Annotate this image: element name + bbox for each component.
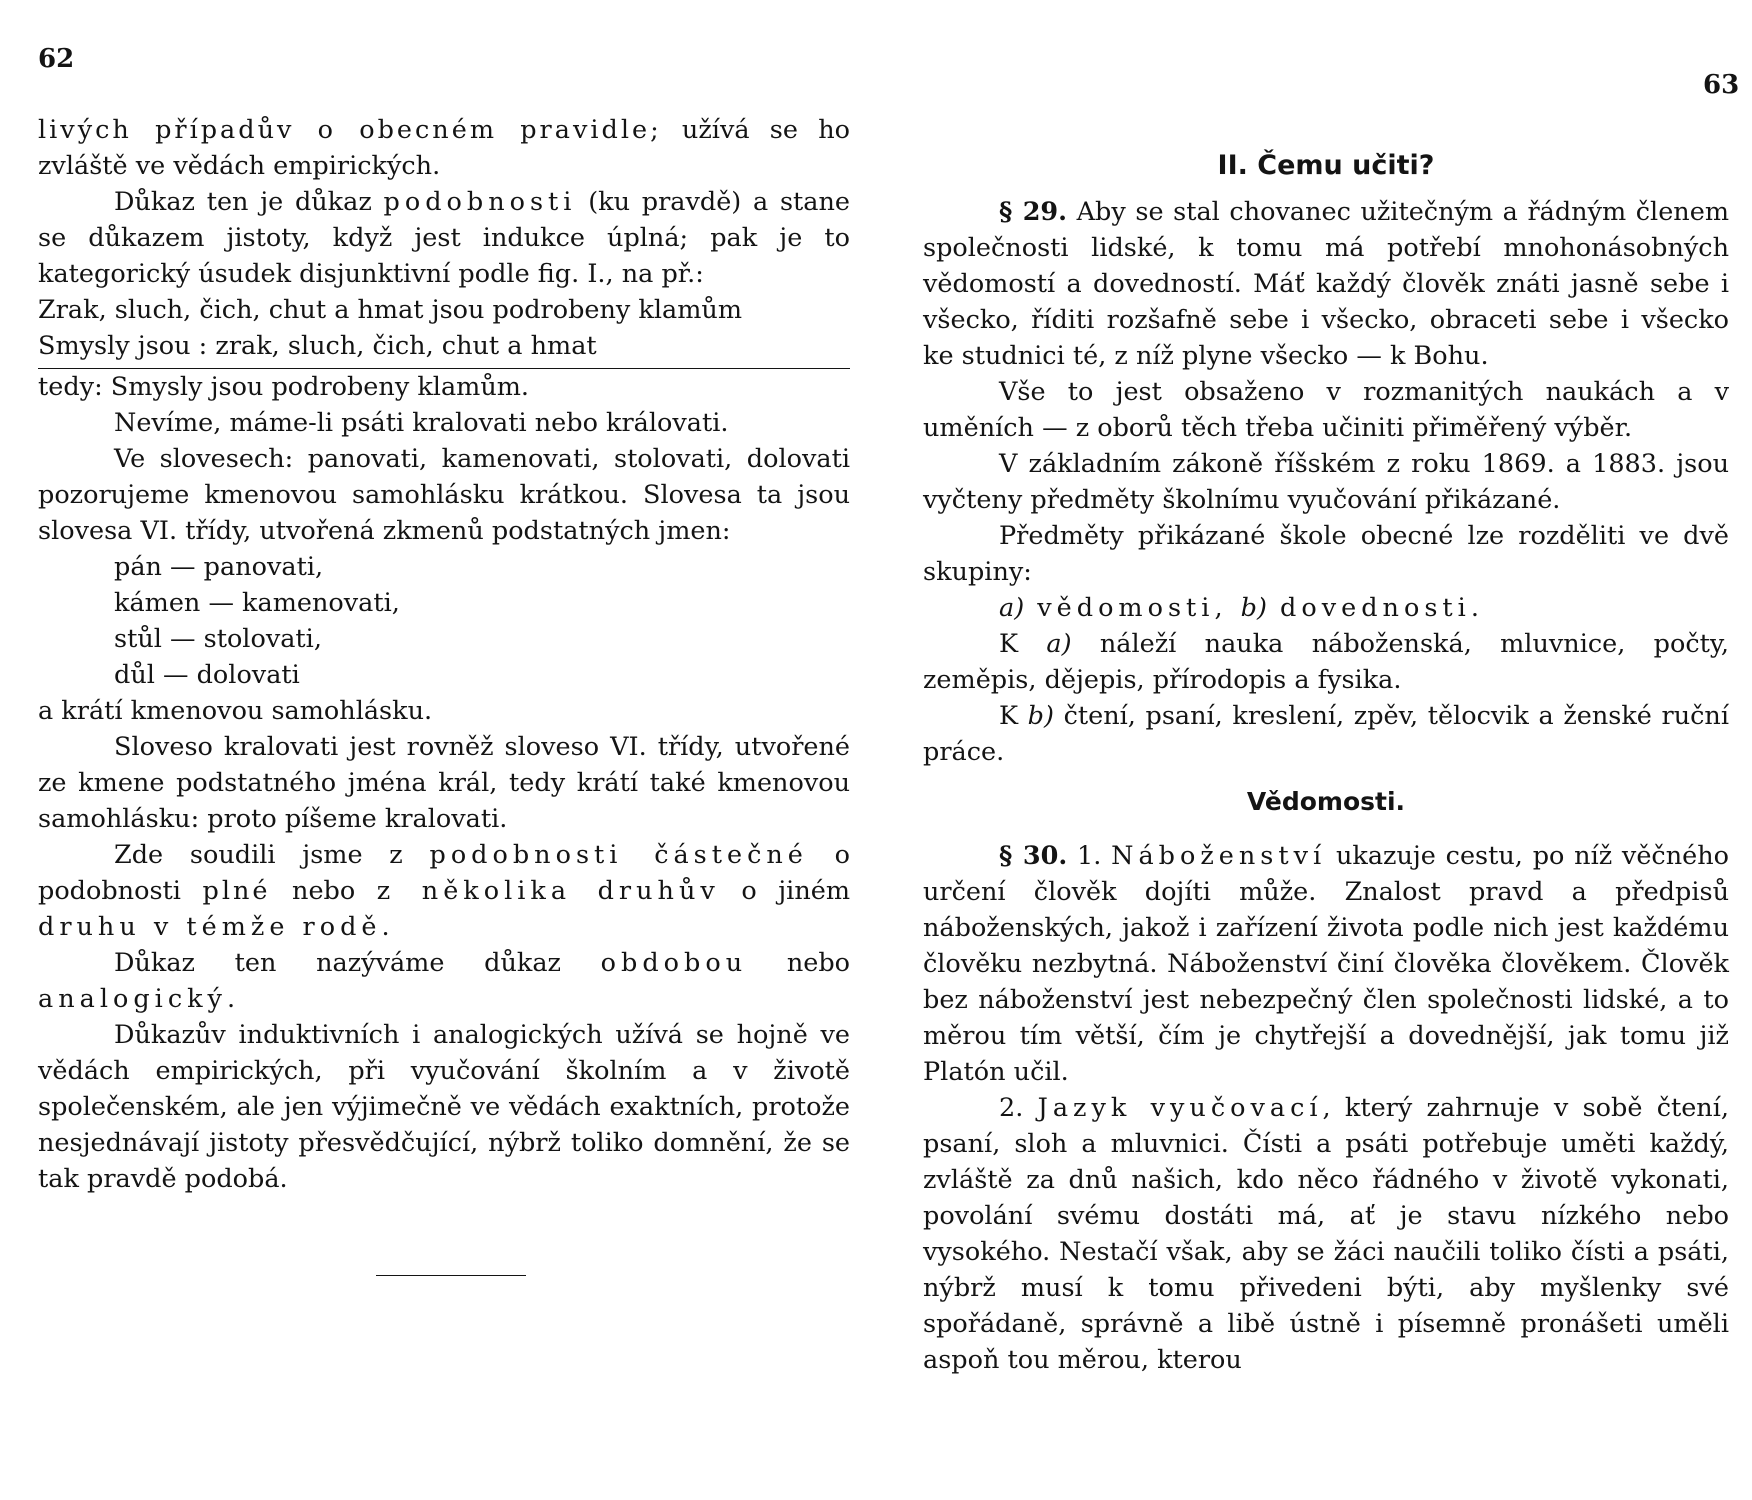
- spaced-text: plné: [202, 876, 271, 906]
- text-run: čtení, psaní, kreslení, zpěv, tělocvik a ženské ruční práce.: [923, 701, 1729, 767]
- spaced-text: podobnosti částečné: [429, 840, 808, 870]
- paragraph: Sloveso kralovati jest rovněž sloveso VI. třídy, utvořené ze kmene podstatného jména král, tedy krátí také kmenovou samohlásku: proto píšeme kralovati.: [38, 732, 850, 834]
- text-run: Důkaz ten nazýváme důkaz: [114, 948, 601, 978]
- paragraph: [923, 194, 1729, 374]
- chapter-heading: II. Čemu učiti?: [1217, 150, 1435, 181]
- paragraph: Vše to jest obsaženo v rozmanitých naukách a v uměních — z oborů těch třeba učiniti přiměřený výběr.: [923, 377, 1729, 443]
- spaced-text: podobnosti: [383, 187, 577, 217]
- section-subheading: Vědomosti.: [1246, 787, 1406, 816]
- text-run: K: [999, 629, 1047, 659]
- example-item: pán — panovati,: [114, 552, 324, 582]
- section-mark: § 29.: [999, 197, 1068, 227]
- spaced-text: dovednosti.: [1266, 593, 1484, 623]
- left-page-text: [38, 112, 850, 1276]
- text-run: nebo: [747, 948, 851, 978]
- paragraph: [923, 626, 1729, 698]
- section-end-rule: [376, 1275, 526, 1276]
- paragraph: [38, 112, 850, 184]
- page-number-left: 62: [38, 44, 75, 74]
- text-run: .: [226, 984, 236, 1014]
- paragraph: V základním zákoně říšském z roku 1869. a 1883. jsou vyčteny předměty školnímu vyučování přikázané.: [923, 449, 1729, 515]
- text-run: Aby se stal chovanec užitečným a řádným členem společnosti lidské, k tomu má potřebí mnohonásobných vědomostí a dovedností. Máť každý člověk znáti jasně sebe i všecko, říditi rozšafně sebe i všecko, obraceti sebe i všecko ke studnici té, z níž plyne všecko — k Bohu.: [923, 197, 1729, 371]
- text-run: Důkaz ten je důkaz: [114, 187, 384, 217]
- text-run: ukazuje cestu, po níž věčného určení člověk dojíti může. Znalost pravd a předpisů náboženských, jakož i zařízení života podle nich jest každému člověku nezbytná. Náboženství činí člověka člověkem. Člověk bez náboženství jest nebezpečný člen společnosti lidské, a to měrou tím větší, čím je chytřejší a dovednější, jak tomu již Platón učil.: [923, 841, 1729, 1087]
- text-run: .: [381, 912, 390, 942]
- paragraph: Důkazův induktivních i analogických užívá se hojně ve vědách empirických, při vyučování školním a v životě společenském, ale jen výjimečně ve vědách exaktních, protože nesjednávají jistoty přesvědčující, nýbrž toliko domnění, že se tak pravdě podobá.: [38, 1020, 850, 1194]
- syllogism-premise-2: Smysly jsou : zrak, sluch, čich, chut a hmat: [38, 331, 597, 361]
- paragraph: [38, 184, 850, 292]
- text-run: o jiném: [719, 876, 851, 906]
- paragraph: [38, 945, 850, 1017]
- text-run: K: [999, 701, 1028, 731]
- spaced-text: livých případův o obecném pravidle;: [38, 115, 662, 145]
- right-page-text: [923, 148, 1729, 1378]
- section-mark: § 30.: [999, 841, 1068, 871]
- text-run: nebo: [270, 876, 377, 906]
- text-run: , který zahrnuje v sobě čtení, psaní, sloh a mluvnici. Čísti a psáti potřebuje uměti každý, zvláště za dnů našich, kdo něco řádného v životě vykonati, povolání svému dostáti má, ať je stavu nízkého nebo vysokého. Nestačí však, aby se žáci naučili toliko čísti a psáti, nýbrž musí k tomu přivedeni býti, aby myšlenky své spořádaně, správně a libě ústně i písemně pronášeti uměli aspoň tou měrou, kterou: [923, 1093, 1729, 1375]
- text-run: 1.: [1067, 841, 1112, 871]
- paragraph: [923, 838, 1729, 1090]
- example-list: [114, 549, 850, 693]
- syllogism-conclusion: tedy: Smysly jsou podrobeny klamům.: [38, 372, 530, 402]
- paragraph: a krátí kmenovou samohlásku.: [38, 696, 433, 726]
- item-letter: b): [1027, 701, 1054, 731]
- spaced-text: z několika druhův: [376, 876, 720, 906]
- example-item: důl — dolovati: [114, 660, 300, 690]
- paragraph: Nevíme, máme-li psáti kralovati nebo královati.: [114, 408, 729, 438]
- text-run: náleží nauka náboženská, mluvnice, počty, zeměpis, dějepis, přírodopis a fysika.: [923, 629, 1730, 695]
- example-item: stůl — stolovati,: [114, 624, 322, 654]
- item-letter: a): [1046, 629, 1072, 659]
- paragraph: Ve slovesech: panovati, kamenovati, stolovati, dolovati pozorujeme kmenovou samohlásku krátkou. Slovesa ta jsou slovesa VI. třídy, utvořená zkmenů podstatných jmen:: [38, 444, 850, 546]
- paragraph: [38, 837, 850, 945]
- text-run: o podobnosti: [38, 840, 851, 906]
- spaced-text: druhu v témže rodě: [38, 912, 382, 942]
- example-item: kámen — kamenovati,: [114, 588, 400, 618]
- text-run: Zde soudili jsme z: [114, 840, 430, 870]
- text-run: užívá se ho zvláště ve vědách empirických.: [38, 115, 850, 181]
- spaced-text: vědomosti,: [1024, 593, 1241, 623]
- paragraph: [923, 590, 1729, 626]
- spaced-text: Náboženství: [1111, 841, 1327, 871]
- spaced-text: obdobou: [600, 948, 748, 978]
- paragraph: [923, 698, 1729, 770]
- text-run: 2.: [999, 1093, 1038, 1123]
- paragraph: [923, 1090, 1729, 1378]
- text-run: (ku pravdě) a stane se důkazem jistoty, když jest indukce úplná; pak je to kategorický úsudek disjunktivní podle fig. I., na př.:: [38, 187, 850, 289]
- item-letter: a): [999, 593, 1025, 623]
- paragraph: Předměty přikázané škole obecné lze rozděliti ve dvě skupiny:: [923, 521, 1729, 587]
- item-letter: b): [1240, 593, 1267, 623]
- spaced-text: Jazyk vyučovací: [1037, 1093, 1323, 1123]
- syllogism-premise-1: Zrak, sluch, čich, chut a hmat jsou podrobeny klamům: [38, 295, 743, 325]
- page-number-right: 63: [1703, 70, 1740, 100]
- spaced-text: analogický: [38, 984, 227, 1014]
